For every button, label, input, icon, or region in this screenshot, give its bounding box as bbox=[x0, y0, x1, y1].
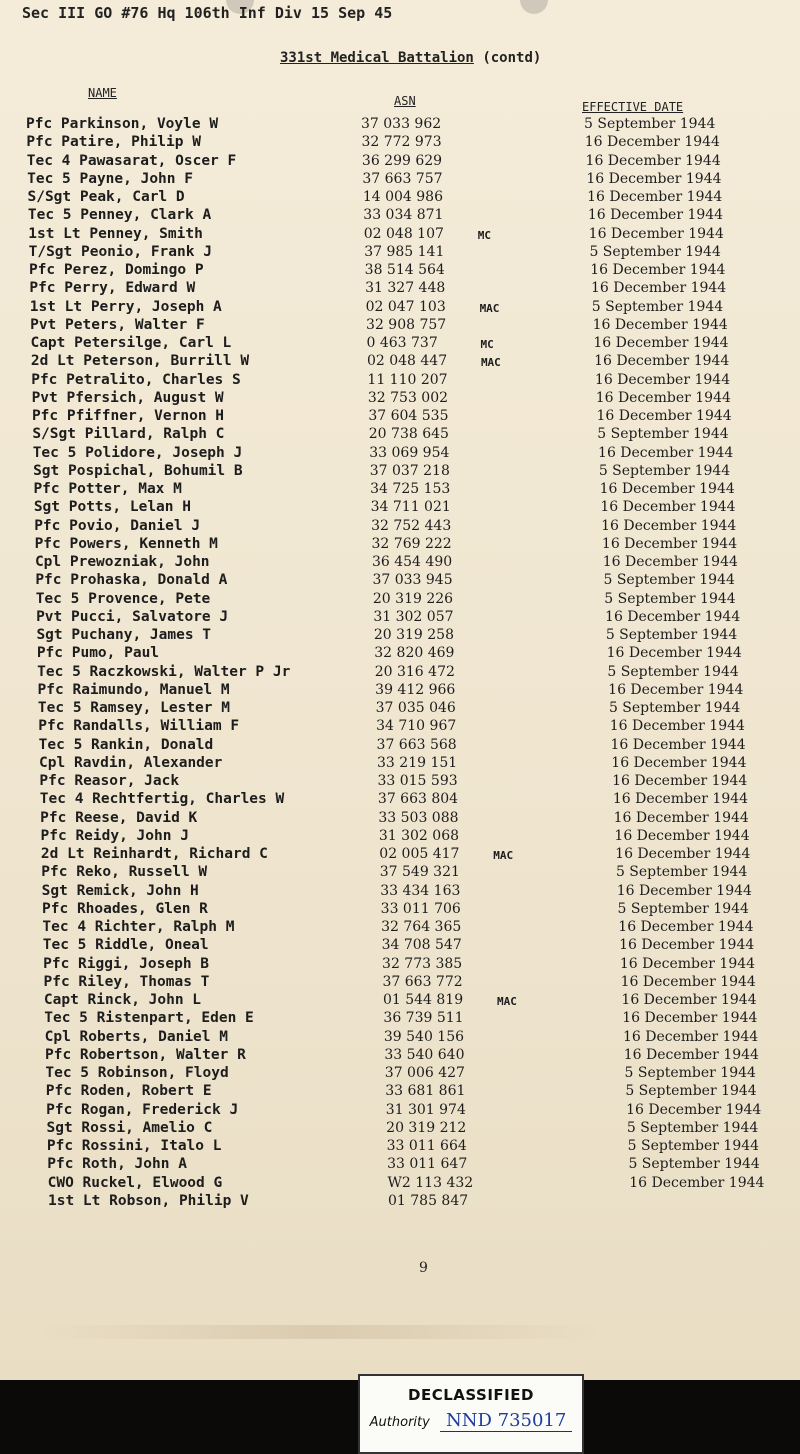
roster-effective-date: 16 December 1944 bbox=[601, 535, 738, 552]
roster-name: Pfc Riggi, Joseph B bbox=[43, 955, 210, 972]
roster-name: Cpl Roberts, Daniel M bbox=[44, 1028, 228, 1045]
roster-effective-date: 5 September 1944 bbox=[615, 864, 748, 881]
roster-name: Pfc Petralito, Charles S bbox=[31, 371, 241, 388]
roster-effective-date: 16 December 1944 bbox=[595, 389, 731, 406]
roster-effective-date: 16 December 1944 bbox=[605, 608, 741, 625]
roster-asn: 33 434 163 bbox=[380, 882, 461, 899]
roster-effective-date: 16 December 1944 bbox=[620, 973, 756, 990]
roster-effective-date: 16 December 1944 bbox=[622, 1010, 758, 1027]
roster-row bbox=[0, 353, 800, 371]
roster-name: Pfc Rhoades, Glen R bbox=[42, 900, 208, 917]
roster-effective-date: 16 December 1944 bbox=[613, 809, 749, 826]
roster-asn: 20 738 645 bbox=[368, 426, 449, 443]
roster-effective-date: 16 December 1944 bbox=[592, 316, 728, 333]
roster-name: 2d Lt Peterson, Burrill W bbox=[30, 353, 250, 370]
roster-name: Pfc Reese, David K bbox=[40, 809, 198, 826]
declassified-stamp bbox=[358, 1374, 584, 1454]
roster-row bbox=[0, 773, 800, 791]
roster-name: Tec 5 Rankin, Donald bbox=[38, 736, 214, 753]
roster-row bbox=[0, 572, 800, 590]
column-header-effective-date: EFFECTIVE DATE bbox=[582, 100, 684, 114]
roster-row bbox=[0, 1065, 800, 1083]
roster-row bbox=[0, 591, 800, 609]
roster-row bbox=[0, 481, 800, 499]
roster-effective-date: 5 September 1944 bbox=[607, 663, 739, 680]
roster-asn: 01 785 847 bbox=[388, 1192, 469, 1209]
roster-row bbox=[0, 992, 800, 1010]
roster-name: CWO Ruckel, Elwood G bbox=[47, 1174, 223, 1191]
roster-asn: 01 544 819 bbox=[382, 992, 464, 1008]
roster-effective-date: 16 December 1944 bbox=[619, 937, 755, 954]
roster-effective-date: 16 December 1944 bbox=[615, 846, 751, 862]
roster-asn: 02 048 447 bbox=[366, 353, 448, 370]
roster-asn: 31 327 448 bbox=[365, 280, 446, 297]
roster-name: Pfc Randalls, William F bbox=[38, 718, 240, 735]
roster-effective-date: 16 December 1944 bbox=[608, 681, 744, 698]
roster-name: Tec 5 Riddle, Oneal bbox=[42, 937, 209, 954]
roster-asn: 34 710 967 bbox=[376, 718, 457, 735]
bleed-through-text bbox=[40, 1325, 600, 1339]
roster-asn: 33 011 706 bbox=[380, 900, 461, 917]
roster-row bbox=[0, 134, 800, 152]
roster-asn: 32 764 365 bbox=[381, 919, 462, 935]
roster-row bbox=[0, 883, 800, 901]
roster-name: Capt Petersilge, Carl L bbox=[30, 335, 232, 351]
roster-asn: 37 663 568 bbox=[376, 736, 457, 753]
roster-asn: 37 037 218 bbox=[369, 462, 450, 479]
roster-name: 1st Lt Penney, Smith bbox=[28, 225, 203, 242]
roster-asn: 37 985 141 bbox=[364, 243, 445, 260]
roster-effective-date: 16 December 1944 bbox=[618, 919, 754, 935]
roster-asn: 14 004 986 bbox=[362, 189, 443, 205]
roster-asn: 33 011 664 bbox=[386, 1138, 467, 1154]
roster-effective-date: 16 December 1944 bbox=[623, 1046, 759, 1063]
roster-name: Pvt Peters, Walter F bbox=[30, 316, 205, 333]
roster-name: T/Sgt Peonio, Frank J bbox=[28, 243, 212, 260]
roster-name: Pvt Pfersich, August W bbox=[31, 389, 224, 406]
roster-effective-date: 5 September 1944 bbox=[603, 572, 735, 589]
roster-corps-note: MC bbox=[480, 338, 494, 351]
roster-effective-date: 16 December 1944 bbox=[584, 134, 720, 151]
roster-row bbox=[0, 828, 800, 846]
roster-effective-date: 16 December 1944 bbox=[594, 371, 731, 388]
roster-name: Sgt Pospichal, Bohumil B bbox=[33, 462, 243, 479]
roster-effective-date: 5 September 1944 bbox=[604, 590, 736, 607]
roster-effective-date: 16 December 1944 bbox=[621, 992, 757, 1008]
roster-name: Pfc Roth, John A bbox=[47, 1156, 187, 1173]
roster-asn: 33 069 954 bbox=[369, 444, 450, 461]
roster-name: Tec 5 Ristenpart, Eden E bbox=[44, 1010, 254, 1027]
roster-row bbox=[0, 1029, 800, 1047]
roster-asn: 31 302 057 bbox=[373, 608, 454, 625]
roster-name: Pfc Reko, Russell W bbox=[41, 864, 208, 881]
roster-name: Sgt Rossi, Amelio C bbox=[46, 1119, 213, 1136]
stamp-authority-value: NND 735017 bbox=[440, 1410, 572, 1432]
roster-row bbox=[0, 1156, 800, 1174]
roster-asn: 32 772 973 bbox=[361, 134, 442, 151]
roster-asn: 32 820 469 bbox=[374, 645, 455, 662]
roster-row bbox=[0, 116, 800, 134]
roster-effective-date: 16 December 1944 bbox=[601, 517, 737, 534]
roster-row bbox=[0, 664, 800, 682]
roster-name: Pfc Povio, Daniel J bbox=[34, 517, 201, 534]
roster-row bbox=[0, 1102, 800, 1120]
roster-name: 1st Lt Robson, Philip V bbox=[48, 1192, 249, 1209]
roster-asn: 33 015 593 bbox=[377, 773, 458, 789]
roster-asn: 20 319 212 bbox=[386, 1119, 467, 1136]
roster-asn: 37 663 804 bbox=[377, 791, 459, 808]
roster-row bbox=[0, 335, 800, 353]
roster-name: Sgt Remick, John H bbox=[41, 882, 199, 899]
roster-row bbox=[0, 700, 800, 718]
roster-name: Pfc Patire, Philip W bbox=[26, 134, 201, 151]
roster-asn: 39 412 966 bbox=[375, 681, 456, 698]
roster-asn: 31 301 974 bbox=[385, 1101, 466, 1118]
roster-effective-date: 16 December 1944 bbox=[587, 189, 723, 205]
roster-asn: 33 219 151 bbox=[377, 754, 458, 771]
roster-row bbox=[0, 244, 800, 262]
roster-effective-date: 5 September 1944 bbox=[617, 900, 749, 917]
roster-row bbox=[0, 426, 800, 444]
roster-row bbox=[0, 791, 800, 809]
roster-asn: 39 540 156 bbox=[383, 1028, 465, 1045]
roster-name: Pfc Reasor, Jack bbox=[39, 773, 180, 789]
roster-corps-note: MAC bbox=[493, 849, 514, 862]
roster-corps-note: MAC bbox=[496, 995, 517, 1008]
roster-effective-date: 16 December 1944 bbox=[622, 1028, 759, 1045]
roster-name: Tec 5 Payne, John F bbox=[27, 170, 193, 187]
roster-name: S/Sgt Peak, Carl D bbox=[27, 189, 185, 205]
roster-effective-date: 5 September 1944 bbox=[625, 1083, 757, 1100]
roster-name: Tec 5 Polidore, Joseph J bbox=[32, 444, 243, 461]
roster-effective-date: 16 December 1944 bbox=[598, 444, 734, 461]
roster-row bbox=[0, 1083, 800, 1101]
roster-asn: 37 663 757 bbox=[362, 170, 443, 187]
roster-row bbox=[0, 901, 800, 919]
section-title-suffix: (contd) bbox=[482, 50, 542, 66]
roster-row bbox=[0, 207, 800, 225]
roster-asn: 20 319 258 bbox=[373, 627, 454, 643]
roster-effective-date: 16 December 1944 bbox=[585, 152, 721, 169]
roster-row bbox=[0, 974, 800, 992]
roster-effective-date: 5 September 1944 bbox=[597, 426, 729, 443]
roster-effective-date: 16 December 1944 bbox=[609, 718, 745, 735]
roster-row bbox=[0, 299, 800, 317]
roster-effective-date: 5 September 1944 bbox=[605, 627, 738, 643]
roster-row bbox=[0, 536, 800, 554]
roster-asn: 0 463 737 bbox=[366, 335, 438, 351]
roster-asn: 37 604 535 bbox=[368, 408, 449, 424]
roster-row bbox=[0, 810, 800, 828]
roster-name: Pfc Rossini, Italo L bbox=[46, 1138, 222, 1154]
roster-effective-date: 16 December 1944 bbox=[606, 645, 742, 662]
roster-effective-date: 16 December 1944 bbox=[594, 353, 730, 370]
roster-effective-date: 16 December 1944 bbox=[590, 262, 726, 278]
roster-name: Cpl Prewozniak, John bbox=[34, 554, 210, 570]
roster-name: Pfc Rogan, Frederick J bbox=[46, 1101, 239, 1118]
roster-name: Pfc Raimundo, Manuel M bbox=[37, 681, 230, 698]
roster-name: 2d Lt Reinhardt, Richard C bbox=[40, 846, 268, 862]
roster-effective-date: 5 September 1944 bbox=[589, 243, 721, 260]
roster-effective-date: 16 December 1944 bbox=[599, 481, 735, 497]
roster-name: Pfc Reidy, John J bbox=[40, 827, 189, 844]
roster-name: Tec 4 Rechtfertig, Charles W bbox=[39, 791, 285, 808]
roster-effective-date: 16 December 1944 bbox=[591, 280, 727, 297]
roster-name: Pfc Robertson, Walter R bbox=[45, 1046, 246, 1063]
general-order-line: Sec III GO #76 Hq 106th Inf Div 15 Sep 45 bbox=[22, 4, 393, 22]
roster-row bbox=[0, 682, 800, 700]
roster-asn: 11 110 207 bbox=[367, 371, 448, 388]
roster-asn: 37 033 945 bbox=[372, 572, 453, 589]
roster-row bbox=[0, 499, 800, 517]
roster-effective-date: 16 December 1944 bbox=[586, 170, 722, 187]
column-header-name: NAME bbox=[88, 86, 117, 100]
roster-asn: 32 752 443 bbox=[371, 517, 452, 534]
roster-row bbox=[0, 463, 800, 481]
roster-asn: 33 034 871 bbox=[363, 207, 444, 224]
roster-effective-date: 16 December 1944 bbox=[602, 554, 738, 570]
punch-hole bbox=[520, 0, 548, 14]
roster-row bbox=[0, 518, 800, 536]
roster-name: Tec 5 Raczkowski, Walter P Jr bbox=[37, 663, 291, 680]
roster-effective-date: 5 September 1944 bbox=[608, 700, 741, 716]
roster-asn: 31 302 068 bbox=[378, 827, 460, 844]
roster-row bbox=[0, 1193, 800, 1211]
roster-row bbox=[0, 864, 800, 882]
roster-row bbox=[0, 846, 800, 864]
roster-name: Sgt Puchany, James T bbox=[36, 627, 212, 643]
roster-corps-note: MC bbox=[477, 228, 491, 242]
roster-name: Sgt Potts, Lelan H bbox=[33, 499, 191, 516]
roster-row bbox=[0, 1120, 800, 1138]
roster-row bbox=[0, 226, 800, 244]
section-title-text: 331st Medical Battalion bbox=[280, 50, 474, 66]
roster-asn: 37 006 427 bbox=[384, 1065, 465, 1081]
roster-name: Pfc Prohaska, Donald A bbox=[35, 572, 228, 589]
roster-row bbox=[0, 1010, 800, 1028]
roster-name: S/Sgt Pillard, Ralph C bbox=[32, 426, 225, 443]
roster-name: Pfc Roden, Robert E bbox=[45, 1083, 212, 1100]
roster-row bbox=[0, 627, 800, 645]
roster-name: Tec 5 Provence, Pete bbox=[35, 590, 211, 607]
roster-row bbox=[0, 262, 800, 280]
roster-asn: 38 514 564 bbox=[364, 262, 445, 278]
roster-effective-date: 16 December 1944 bbox=[619, 955, 756, 972]
roster-effective-date: 16 December 1944 bbox=[629, 1174, 765, 1191]
roster-asn: 32 773 385 bbox=[382, 955, 463, 972]
roster-row bbox=[0, 554, 800, 572]
roster-row bbox=[0, 1175, 800, 1193]
roster-name: Pfc Riley, Thomas T bbox=[43, 973, 210, 990]
roster-row bbox=[0, 372, 800, 390]
roster-row bbox=[0, 317, 800, 335]
roster-asn: 33 540 640 bbox=[384, 1046, 465, 1063]
roster-effective-date: 16 December 1944 bbox=[616, 882, 752, 899]
roster-asn: 36 739 511 bbox=[383, 1010, 464, 1027]
roster-row bbox=[0, 1047, 800, 1065]
roster-effective-date: 16 December 1944 bbox=[593, 335, 729, 351]
roster-row bbox=[0, 609, 800, 627]
roster-effective-date: 16 December 1944 bbox=[596, 408, 732, 424]
roster-effective-date: 16 December 1944 bbox=[626, 1101, 762, 1118]
roster-effective-date: 16 December 1944 bbox=[612, 791, 749, 808]
roster-name: 1st Lt Perry, Joseph A bbox=[29, 298, 222, 315]
roster-row bbox=[0, 189, 800, 207]
roster-effective-date: 16 December 1944 bbox=[611, 754, 747, 771]
roster-asn: 20 319 226 bbox=[372, 590, 454, 607]
section-title bbox=[280, 50, 541, 66]
roster-row bbox=[0, 1138, 800, 1156]
roster-row bbox=[0, 171, 800, 189]
roster-effective-date: 5 September 1944 bbox=[626, 1119, 759, 1136]
roster-effective-date: 16 December 1944 bbox=[612, 773, 748, 789]
roster-asn: 37 549 321 bbox=[379, 864, 460, 881]
roster-row bbox=[0, 755, 800, 773]
roster-effective-date: 5 September 1944 bbox=[627, 1138, 760, 1154]
roster-effective-date: 16 December 1944 bbox=[587, 207, 724, 224]
roster-effective-date: 5 September 1944 bbox=[628, 1156, 760, 1173]
roster-corps-note: MAC bbox=[479, 301, 500, 315]
roster-name: Pfc Pumo, Paul bbox=[36, 645, 160, 662]
roster-asn: 36 454 490 bbox=[371, 554, 453, 570]
roster-row bbox=[0, 737, 800, 755]
roster-row bbox=[0, 408, 800, 426]
roster-asn: W2 113 432 bbox=[387, 1174, 474, 1191]
roster-row bbox=[0, 645, 800, 663]
roster-effective-date: 5 September 1944 bbox=[584, 116, 716, 132]
roster-name: Tec 5 Ramsey, Lester M bbox=[37, 700, 230, 716]
roster-name: Tec 4 Pawasarat, Oscer F bbox=[26, 152, 237, 169]
roster-row bbox=[0, 718, 800, 736]
roster-asn: 32 769 222 bbox=[371, 535, 452, 552]
roster-asn: 34 711 021 bbox=[370, 499, 451, 516]
roster-name: Tec 5 Penney, Clark A bbox=[27, 207, 212, 224]
roster-corps-note: MAC bbox=[480, 356, 501, 370]
roster-effective-date: 16 December 1944 bbox=[600, 499, 736, 516]
roster-name: Capt Rinck, John L bbox=[43, 992, 202, 1008]
roster-row bbox=[0, 445, 800, 463]
roster-row bbox=[0, 280, 800, 298]
roster-asn: 33 011 647 bbox=[387, 1156, 468, 1173]
roster-effective-date: 16 December 1944 bbox=[614, 827, 750, 844]
roster-effective-date: 16 December 1944 bbox=[588, 225, 724, 242]
roster-asn: 33 503 088 bbox=[378, 809, 459, 826]
roster-asn: 34 725 153 bbox=[370, 481, 451, 497]
stamp-title: DECLASSIFIED bbox=[408, 1386, 534, 1404]
roster-asn: 37 033 962 bbox=[361, 116, 442, 132]
roster-effective-date: 16 December 1944 bbox=[610, 736, 746, 753]
roster-row bbox=[0, 956, 800, 974]
roster-row bbox=[0, 390, 800, 408]
roster-asn: 20 316 472 bbox=[374, 663, 455, 680]
roster-asn: 33 681 861 bbox=[385, 1083, 466, 1100]
roster-name: Pfc Parkinson, Voyle W bbox=[26, 116, 219, 132]
roster-name: Pfc Perez, Domingo P bbox=[28, 262, 204, 278]
roster-name: Pfc Pfiffner, Vernon H bbox=[31, 408, 225, 424]
roster-name: Tec 5 Robinson, Floyd bbox=[45, 1065, 229, 1081]
roster-asn: 37 035 046 bbox=[375, 700, 456, 716]
roster-asn: 37 663 772 bbox=[382, 973, 463, 990]
roster-row bbox=[0, 919, 800, 937]
roster-name: Pfc Potter, Max M bbox=[33, 481, 182, 497]
roster-name: Pfc Perry, Edward W bbox=[29, 280, 196, 297]
roster-asn: 32 753 002 bbox=[367, 389, 449, 406]
roster-name: Cpl Ravdin, Alexander bbox=[39, 754, 223, 771]
roster-row bbox=[0, 153, 800, 171]
roster-name: Pfc Powers, Kenneth M bbox=[34, 535, 218, 552]
roster-asn: 34 708 547 bbox=[381, 937, 462, 954]
roster-row bbox=[0, 937, 800, 955]
page-number: 9 bbox=[419, 1260, 428, 1276]
roster-effective-date: 5 September 1944 bbox=[591, 298, 724, 315]
roster-effective-date: 5 September 1944 bbox=[598, 462, 731, 479]
stamp-authority-line bbox=[360, 1410, 582, 1432]
column-header-asn: ASN bbox=[394, 94, 416, 108]
roster-asn: 32 908 757 bbox=[366, 316, 447, 333]
roster-asn: 02 048 107 bbox=[363, 225, 444, 242]
roster-effective-date: 5 September 1944 bbox=[624, 1065, 756, 1081]
stamp-authority-label: Authority bbox=[369, 1415, 430, 1430]
roster-asn: 02 047 103 bbox=[365, 298, 446, 315]
roster-asn: 02 005 417 bbox=[379, 846, 460, 862]
roster-name: Pvt Pucci, Salvatore J bbox=[36, 608, 229, 625]
roster-asn: 36 299 629 bbox=[361, 152, 443, 169]
roster-name: Tec 4 Richter, Ralph M bbox=[42, 919, 235, 935]
